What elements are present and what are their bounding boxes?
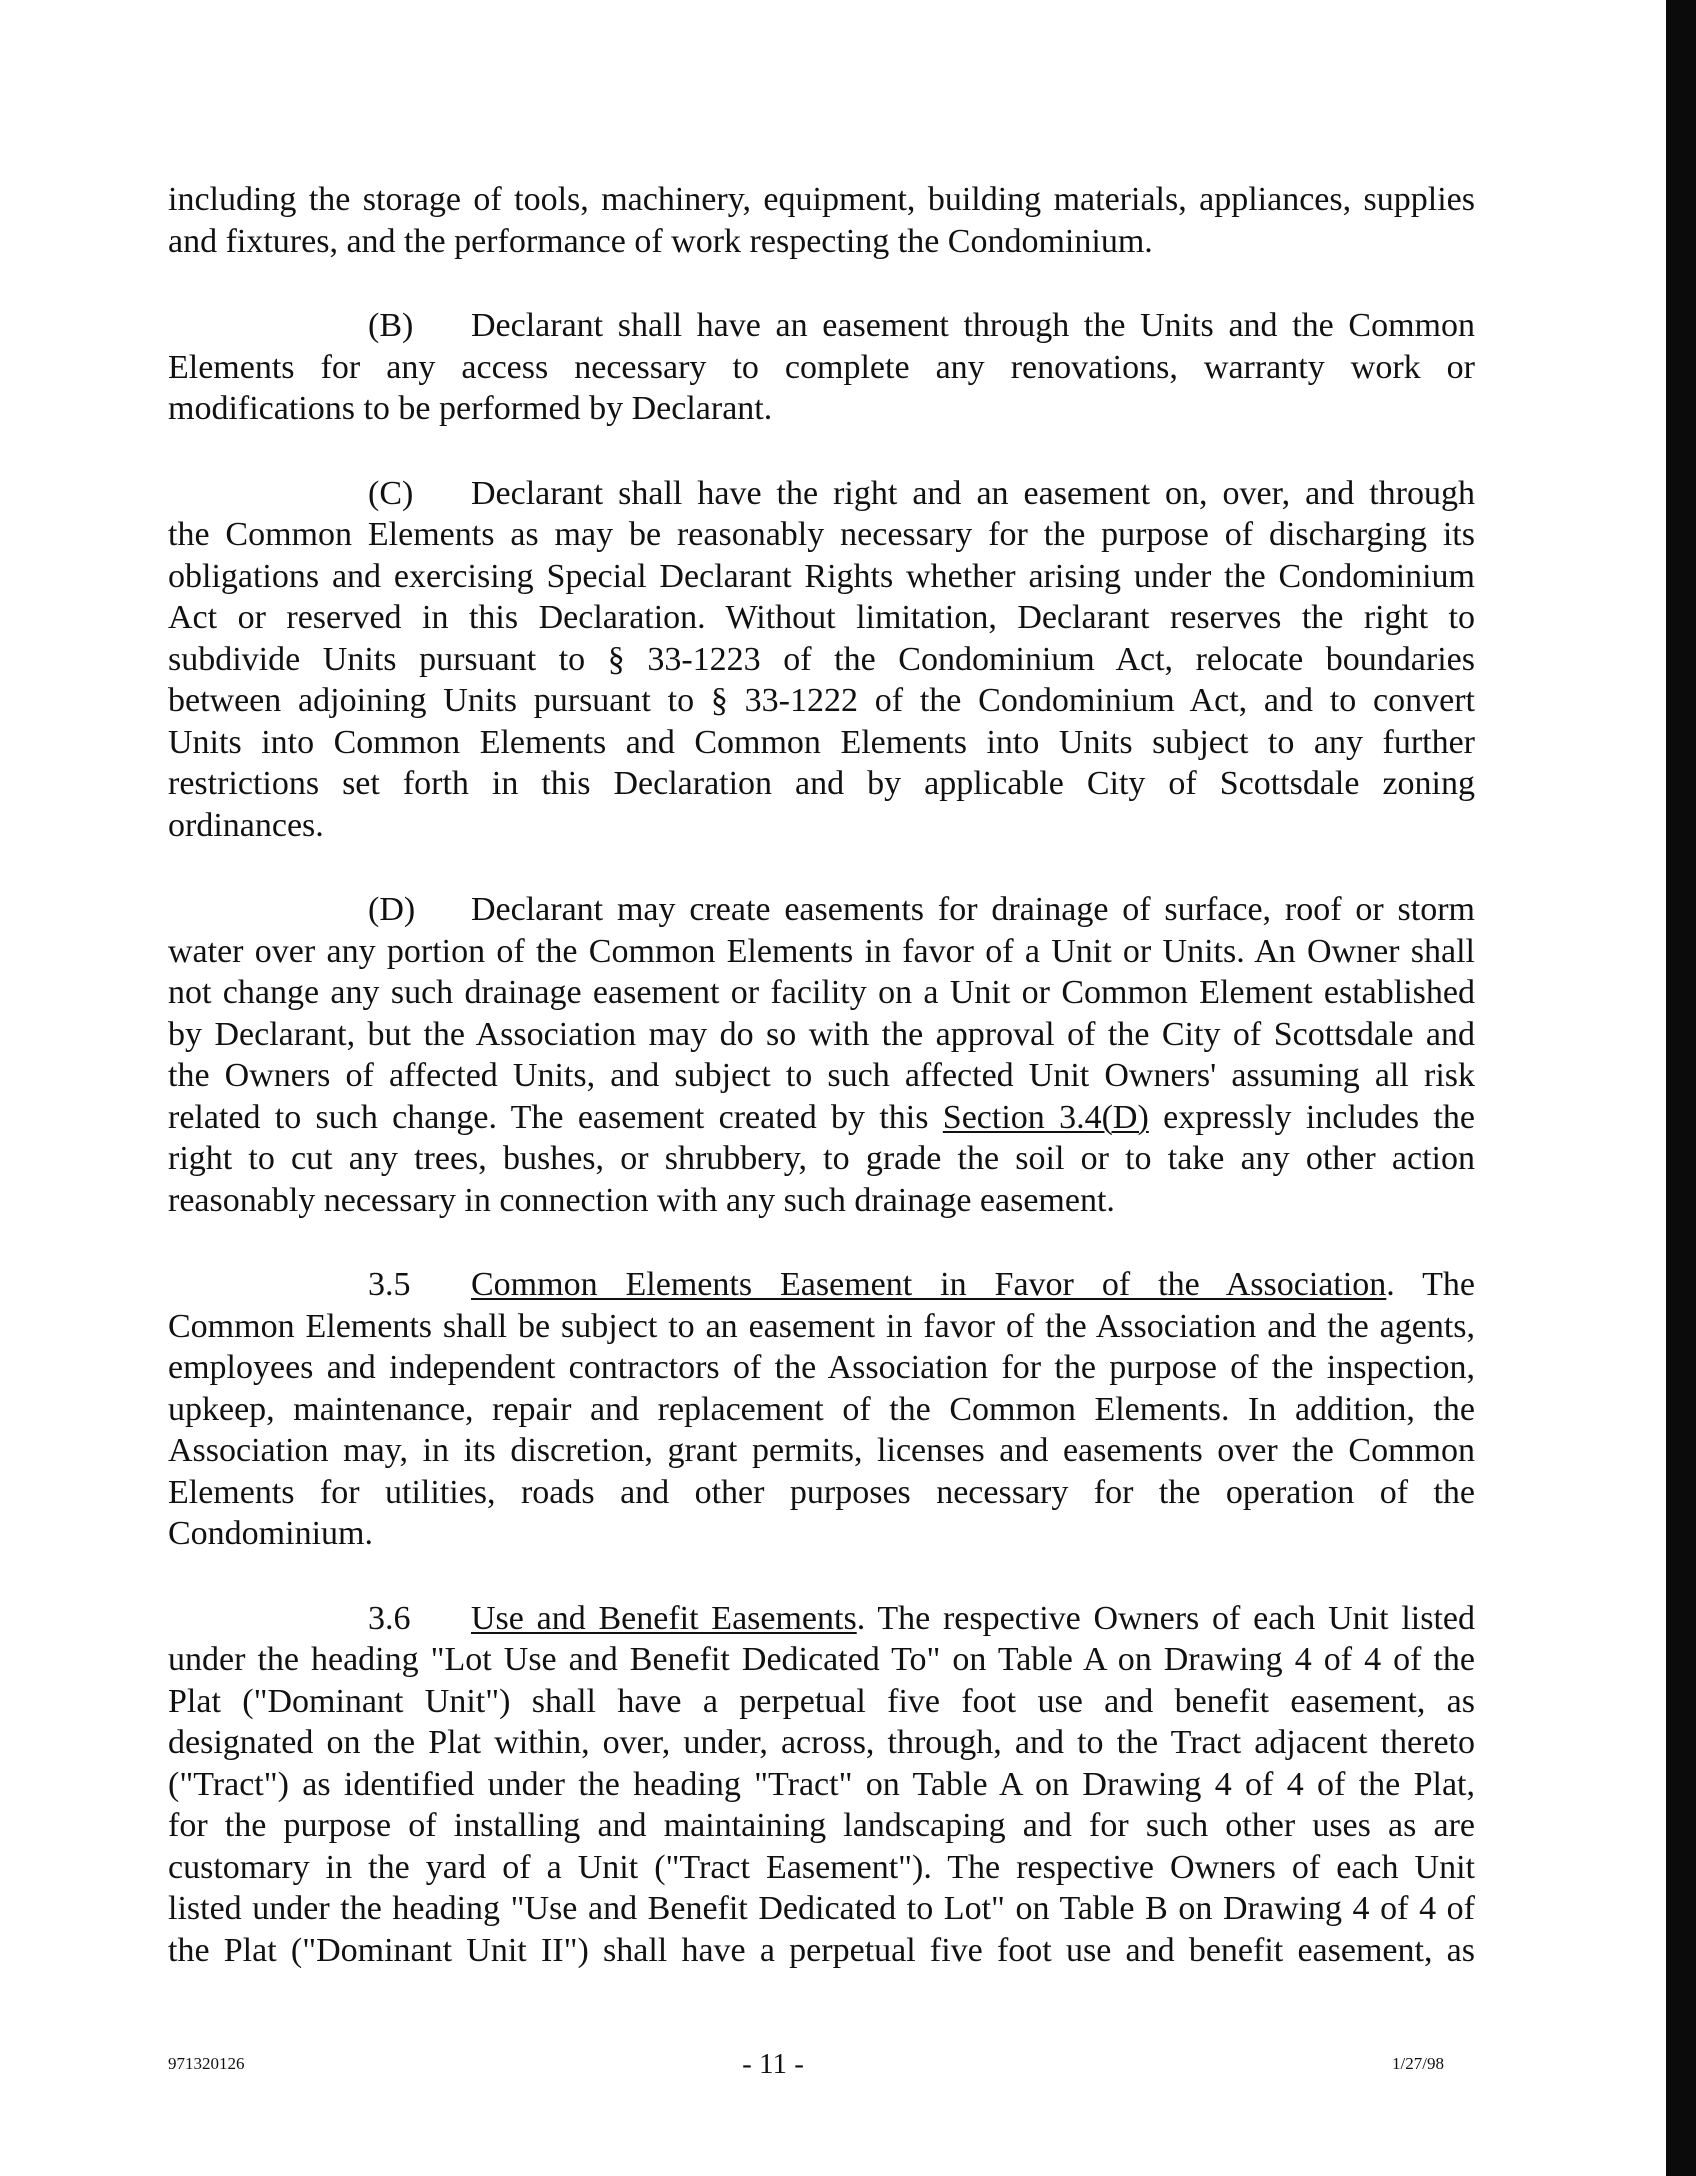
line-segment: between adjoining Units pursuant to § 33-1222 of the Condominium Act, and to convert [168, 682, 1475, 719]
line-segment: . The respective Owners of each Unit listed [856, 1599, 1475, 1637]
text-line [168, 1264, 1475, 1306]
line-segment: upkeep, maintenance, repair and replacement of the Common Elements. In addition, the [168, 1390, 1475, 1428]
line-segment: Elements for any access necessary to complete any renovations, warranty work or [168, 348, 1475, 386]
line-segment: Declarant may create easements for drainage of surface, roof or storm [471, 891, 1475, 928]
paragraph-b [168, 305, 1475, 430]
paragraph-label: (D) [368, 891, 416, 928]
line-segment: Elements for utilities, roads and other purposes necessary for the operation of the [168, 1473, 1475, 1511]
text-line [168, 889, 1475, 931]
line-segment: ordinances. [168, 806, 324, 844]
paragraph-continuation [168, 179, 1475, 262]
line-segment: Association may, in its discretion, grant permits, licenses and easements over the Common [168, 1432, 1475, 1469]
text-line [168, 1847, 1475, 1889]
document-body [168, 179, 1475, 1971]
text-line [168, 1681, 1475, 1723]
line-segment: under the heading "Lot Use and Benefit Dedicated To" on Table A on Drawing 4 of 4 of the [168, 1641, 1475, 1678]
text-line [168, 722, 1475, 764]
text-line [168, 556, 1475, 598]
text-line [168, 1888, 1475, 1930]
footer-page-number: - 11 - [742, 2048, 804, 2080]
line-segment: expressly includes the [1148, 1098, 1475, 1136]
section-3-6 [168, 1598, 1475, 1972]
section-3-5 [168, 1264, 1475, 1555]
text-line [168, 473, 1475, 515]
line-segment: designated on the Plat within, over, under, across, through, and to the Tract adjacent thereto [168, 1724, 1475, 1761]
line-segment: by Declarant, but the Association may do so with the approval of the City of Scottsdale and [168, 1015, 1475, 1053]
line-segment: not change any such drainage easement or facility on a Unit or Common Element established [168, 974, 1475, 1011]
text-line [168, 305, 1475, 347]
line-segment: restrictions set forth in this Declaration and by applicable City of Scottsdale zoning [168, 765, 1475, 802]
text-line [168, 972, 1475, 1014]
underlined-text: Section 3.4(D) [942, 1098, 1149, 1136]
line-segment: the Owners of affected Units, and subject to such affected Unit Owners' assuming all risk [168, 1057, 1475, 1094]
paragraph-label: 3.5 [368, 1266, 411, 1303]
line-segment: reasonably necessary in connection with any such drainage easement. [168, 1181, 1115, 1219]
line-segment: for the purpose of installing and maintaining landscaping and for such other uses as are [168, 1807, 1475, 1844]
text-line [168, 1138, 1475, 1180]
paragraph-label: (C) [368, 474, 414, 512]
first-line-text [471, 473, 1475, 515]
text-line [168, 1430, 1475, 1472]
line-segment: employees and independent contractors of the Association for the purpose of the inspection, [168, 1349, 1475, 1386]
line-segment: obligations and exercising Special Declarant Rights whether arising under the Condominium [168, 557, 1475, 595]
line-segment: Plat ("Dominant Unit") shall have a perpetual five foot use and benefit easement, as [168, 1682, 1475, 1720]
paragraph-label: (B) [368, 307, 414, 344]
text-line [168, 1513, 1475, 1555]
line-segment: the Common Elements as may be reasonably necessary for the purpose of discharging its [168, 516, 1475, 553]
text-line [168, 805, 1475, 847]
text-line [168, 1472, 1475, 1514]
line-segment: right to cut any trees, bushes, or shrubbery, to grade the soil or to take any other action [168, 1140, 1475, 1177]
text-line [168, 1722, 1475, 1764]
scan-edge-shadow [1666, 0, 1696, 2176]
text-line [168, 1598, 1475, 1640]
first-line-text [471, 1264, 1475, 1306]
line-segment: Act or reserved in this Declaration. Without limitation, Declarant reserves the right to [168, 599, 1475, 636]
line-segment: Condominium. [168, 1515, 373, 1552]
text-line [168, 1014, 1475, 1056]
text-line [168, 639, 1475, 681]
text-line [168, 763, 1475, 805]
line-segment: Declarant shall have the right and an easement on, over, and through [471, 474, 1475, 512]
line-segment: water over any portion of the Common Elements in favor of a Unit or Units. An Owner shall [168, 932, 1475, 970]
text-line [168, 1306, 1475, 1348]
text-line [168, 931, 1475, 973]
text-line [168, 388, 1475, 430]
text-line [168, 347, 1475, 389]
underlined-text: Use and Benefit Easements [471, 1599, 857, 1637]
text-line [168, 1930, 1475, 1972]
text-line [168, 680, 1475, 722]
line-segment: Declarant shall have an easement through the Units and the Common [471, 307, 1475, 344]
text-line [168, 514, 1475, 556]
paragraph-label: 3.6 [368, 1599, 411, 1637]
line-segment: ("Tract") as identified under the heading "Tract" on Table A on Drawing 4 of 4 of the Plat, [168, 1765, 1475, 1803]
line-segment: Common Elements shall be subject to an easement in favor of the Association and the agents, [168, 1307, 1475, 1345]
first-line-text [471, 1598, 1475, 1640]
text-line [168, 1097, 1475, 1139]
footer-date: 1/27/98 [1392, 2054, 1444, 2073]
text-line [168, 1764, 1475, 1806]
text-line [168, 1347, 1475, 1389]
line-segment: the Plat ("Dominant Unit II") shall have a perpetual five foot use and benefit easement, as [168, 1931, 1475, 1969]
text-line [168, 1805, 1475, 1847]
line-segment: and fixtures, and the performance of work respecting the Condominium. [168, 222, 1153, 260]
footer-document-number: 971320126 [168, 2054, 245, 2073]
first-line-text [471, 305, 1475, 347]
text-line [168, 1180, 1475, 1222]
text-line [168, 221, 1475, 263]
line-segment: . The [1386, 1266, 1476, 1303]
text-line [168, 1639, 1475, 1681]
line-segment: Units into Common Elements and Common Elements into Units subject to any further [168, 723, 1475, 761]
paragraph-d [168, 889, 1475, 1221]
line-segment: customary in the yard of a Unit ("Tract Easement"). The respective Owners of each Unit [168, 1848, 1475, 1886]
line-segment: related to such change. The easement created by this [168, 1098, 943, 1136]
line-segment: subdivide Units pursuant to § 33-1223 of the Condominium Act, relocate boundaries [168, 640, 1475, 678]
underlined-text: Common Elements Easement in Favor of the Association [471, 1266, 1387, 1303]
text-line [168, 1055, 1475, 1097]
line-segment: listed under the heading "Use and Benefit Dedicated to Lot" on Table B on Drawing 4 of 4 of [168, 1890, 1475, 1927]
line-segment: modifications to be performed by Declarant. [168, 390, 773, 427]
first-line-text [471, 889, 1475, 931]
text-line [168, 1389, 1475, 1431]
paragraph-c [168, 473, 1475, 847]
text-line [168, 179, 1475, 221]
line-segment: including the storage of tools, machinery, equipment, building materials, appliances, supplies [168, 181, 1475, 218]
text-line [168, 597, 1475, 639]
